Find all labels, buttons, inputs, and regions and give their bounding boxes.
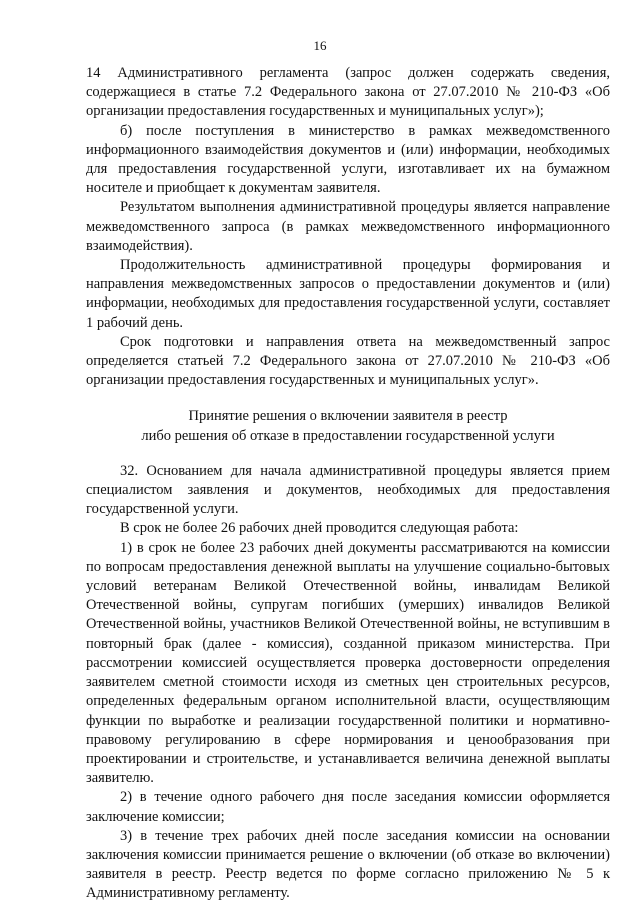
section-heading-line-2: либо решения об отказе в предоставлении государственной услуги	[141, 427, 555, 444]
paragraph-regulation-reference: 14 Административного регламента (запрос должен содержать сведения, содержащиеся в статье 7.2 Федерального закона от 27.07.2010 № 210-ФЗ «Об организации предоставления государственных и муниципальных услуг»);	[86, 65, 610, 120]
section-spacer	[86, 446, 610, 462]
paragraph-procedure-result: Результатом выполнения административной процедуры является направление межведомственного запроса (в рамках межведомственного информационного взаимодействия).	[86, 199, 610, 254]
paragraph-work-term: В срок не более 26 рабочих дней проводится следующая работа:	[120, 520, 519, 537]
paragraph-procedure-duration: Продолжительность административной процедуры формирования и направления межведомственных запросов о предоставлении документов и (или) информации, необходимых для предоставления государственной услуги, составляет 1 рабочий день.	[86, 257, 610, 331]
paragraph-item-3-decision: 3) в течение трех рабочих дней после заседания комиссии на основании заключения комиссии принимается решение о включении (об отказе во включении) заявителя в реестр. Реестр ведется по форме согласно приложению № 5 к Административному регламенту.	[86, 827, 610, 902]
section-heading-line-1: Принятие решения о включении заявителя в реестр	[188, 408, 508, 425]
paragraph-response-deadline: Срок подготовки и направления ответа на межведомственный запрос определяется статьей 7.2 Федерального закона от 27.07.2010 № 210-ФЗ «Об организации предоставления государственных и муниципальных услуг».	[86, 333, 610, 389]
paragraph-32-basis: 32. Основанием для начала административной процедуры является прием специалистом заявления и документов, необходимых для предоставления государственной услуги.	[86, 462, 610, 518]
section-spacer	[86, 390, 610, 407]
paragraph-item-2-conclusion: 2) в течение одного рабочего дня после заседания комиссии оформляется заключение комиссии;	[86, 789, 610, 825]
page-number: 16	[313, 38, 327, 53]
paragraph-item-1-commission: 1) в срок не более 23 рабочих дней документы рассматриваются на комиссии по вопросам предоставления денежной выплаты на улучшение социально-бытовых условий ветеранам Великой Отечественной войны, инвалидам Великой Отечественной войны, супругам погибших (умерших) инвалидов Великой Отечественной войны, участников Великой Отечественной войны, не вступившим в повторный брак (далее - комиссия), созданной приказом министерства. При рассмотрении комиссией осуществляется проверка достоверности определения заявителем сметной стоимости исходя из сметных цен строительных ресурсов, определенных федеральным органом исполнительной власти, осуществляющим функции по выработке и реализации государственной политики и нормативно-правовому регулированию в сфере нормирования и ценообразования при проектировании и строительстве, и устанавливается величина денежной выплаты заявителю.	[86, 539, 610, 787]
document-body	[86, 64, 610, 904]
paragraph-item-b: б) после поступления в министерство в рамках межведомственного информационного взаимодействия документов и (или) информации, необходимых для предоставления государственной услуги, изготавливает их на бумажном носителе и приобщает к документам заявителя.	[86, 122, 610, 197]
